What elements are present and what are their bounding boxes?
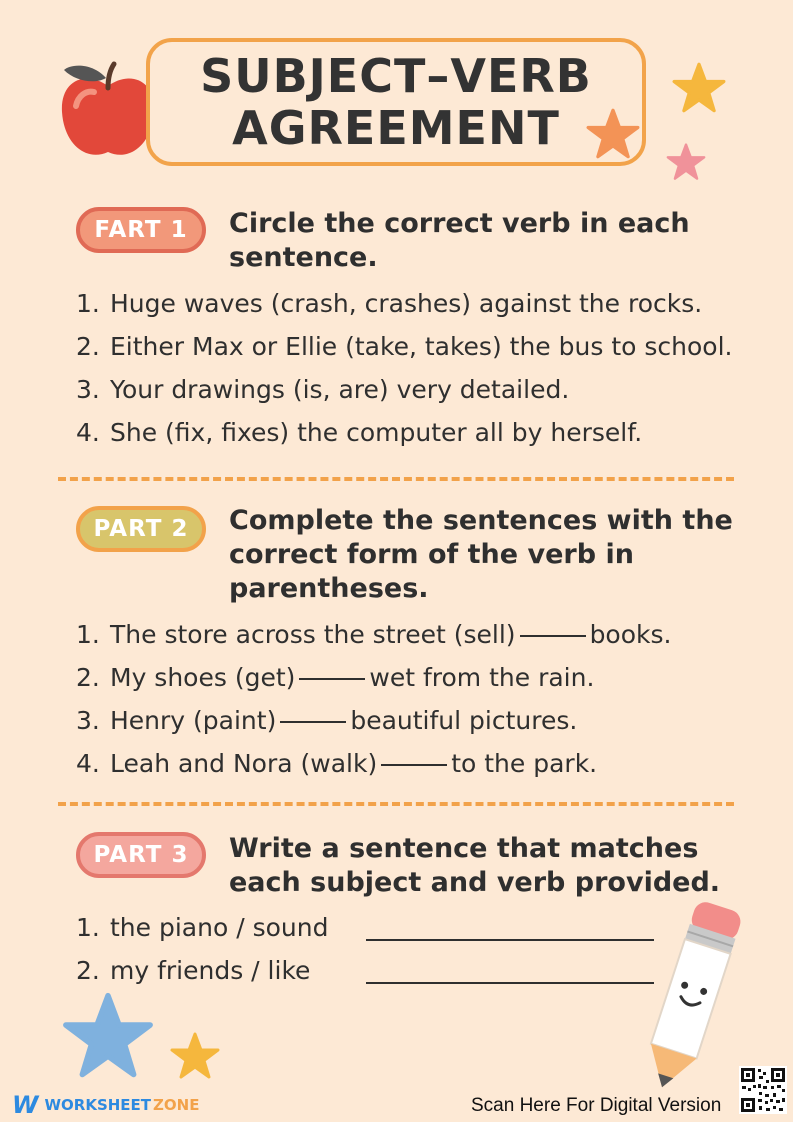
item-text: My shoes (get) [110,663,296,692]
item-text: The store across the street (sell) [110,620,516,649]
part-2-list [76,613,671,785]
item-text: to the park. [451,749,598,778]
pencil-icon [630,892,754,1098]
part-3-badge: PART 3 [76,832,206,878]
instruction-line: Write a sentence that matches [229,833,699,864]
section-divider [58,477,734,481]
item-number: 1. [76,289,100,318]
item-text: Your drawings (is, are) very detailed. [110,375,570,404]
item-number: 1. [76,620,100,649]
item-text: Henry (paint) [110,706,277,735]
list-item [76,325,732,368]
item-text: beautiful pictures. [350,706,578,735]
list-item [76,368,732,411]
item-text: Either Max or Ellie (take, takes) the bus to school. [110,332,733,361]
star-icon [170,1032,220,1080]
star-icon [672,62,726,114]
list-item [76,906,328,949]
title-box [146,38,646,166]
item-text: wet from the rain. [369,663,595,692]
logo-text-worksheet: WORKSHEET [44,1096,152,1114]
list-item [76,742,671,785]
star-icon [666,143,706,181]
logo-mark: W [12,1091,39,1119]
item-number: 4. [76,749,100,778]
instruction-line: Complete the sentences with the [229,505,733,536]
item-number: 2. [76,332,100,361]
item-text: my friends / like [110,956,311,985]
item-number: 2. [76,956,100,985]
list-item [76,656,671,699]
list-item [76,613,671,656]
part-2-instruction [229,504,733,606]
answer-blank[interactable] [299,656,365,680]
title-line-2: AGREEMENT [232,101,560,155]
list-item [76,949,328,992]
apple-icon [56,56,160,166]
scan-here-text: Scan Here For Digital Version [471,1095,722,1116]
item-text: the piano / sound [110,913,329,942]
list-item [76,699,671,742]
part-3-instruction [229,832,720,900]
title-line-1: SUBJECT–VERB [200,49,592,103]
item-number: 3. [76,706,100,735]
instruction-line: sentence. [229,242,378,273]
item-text: She (fix, fixes) the computer all by herself. [110,418,643,447]
part-1-badge: FART 1 [76,207,206,253]
instruction-line: parentheses. [229,573,429,604]
instruction-line: each subject and verb provided. [229,867,721,898]
star-icon [62,992,154,1080]
item-number: 2. [76,663,100,692]
item-number: 1. [76,913,100,942]
item-text: Huge waves (crash, crashes) against the rocks. [110,289,703,318]
item-text: Leah and Nora (walk) [110,749,378,778]
logo-text-zone: ZONE [153,1096,200,1114]
answer-blank[interactable] [381,742,447,766]
part-3-list [76,906,328,992]
section-divider [58,802,734,806]
instruction-line: Circle the correct verb in each [229,208,690,239]
item-number: 3. [76,375,100,404]
instruction-line: correct form of the verb in [229,539,634,570]
list-item [76,282,732,325]
list-item [76,411,732,454]
answer-blank[interactable] [520,613,586,637]
item-text: books. [589,620,672,649]
part-1-instruction [229,207,690,275]
answer-line[interactable] [366,982,654,984]
part-1-list [76,282,732,454]
part-2-badge: PART 2 [76,506,206,552]
item-number: 4. [76,418,100,447]
star-icon [586,108,640,160]
answer-line[interactable] [366,939,654,941]
qr-code-icon[interactable] [739,1066,787,1114]
answer-blank[interactable] [280,699,346,723]
worksheet-zone-logo [12,1092,199,1118]
